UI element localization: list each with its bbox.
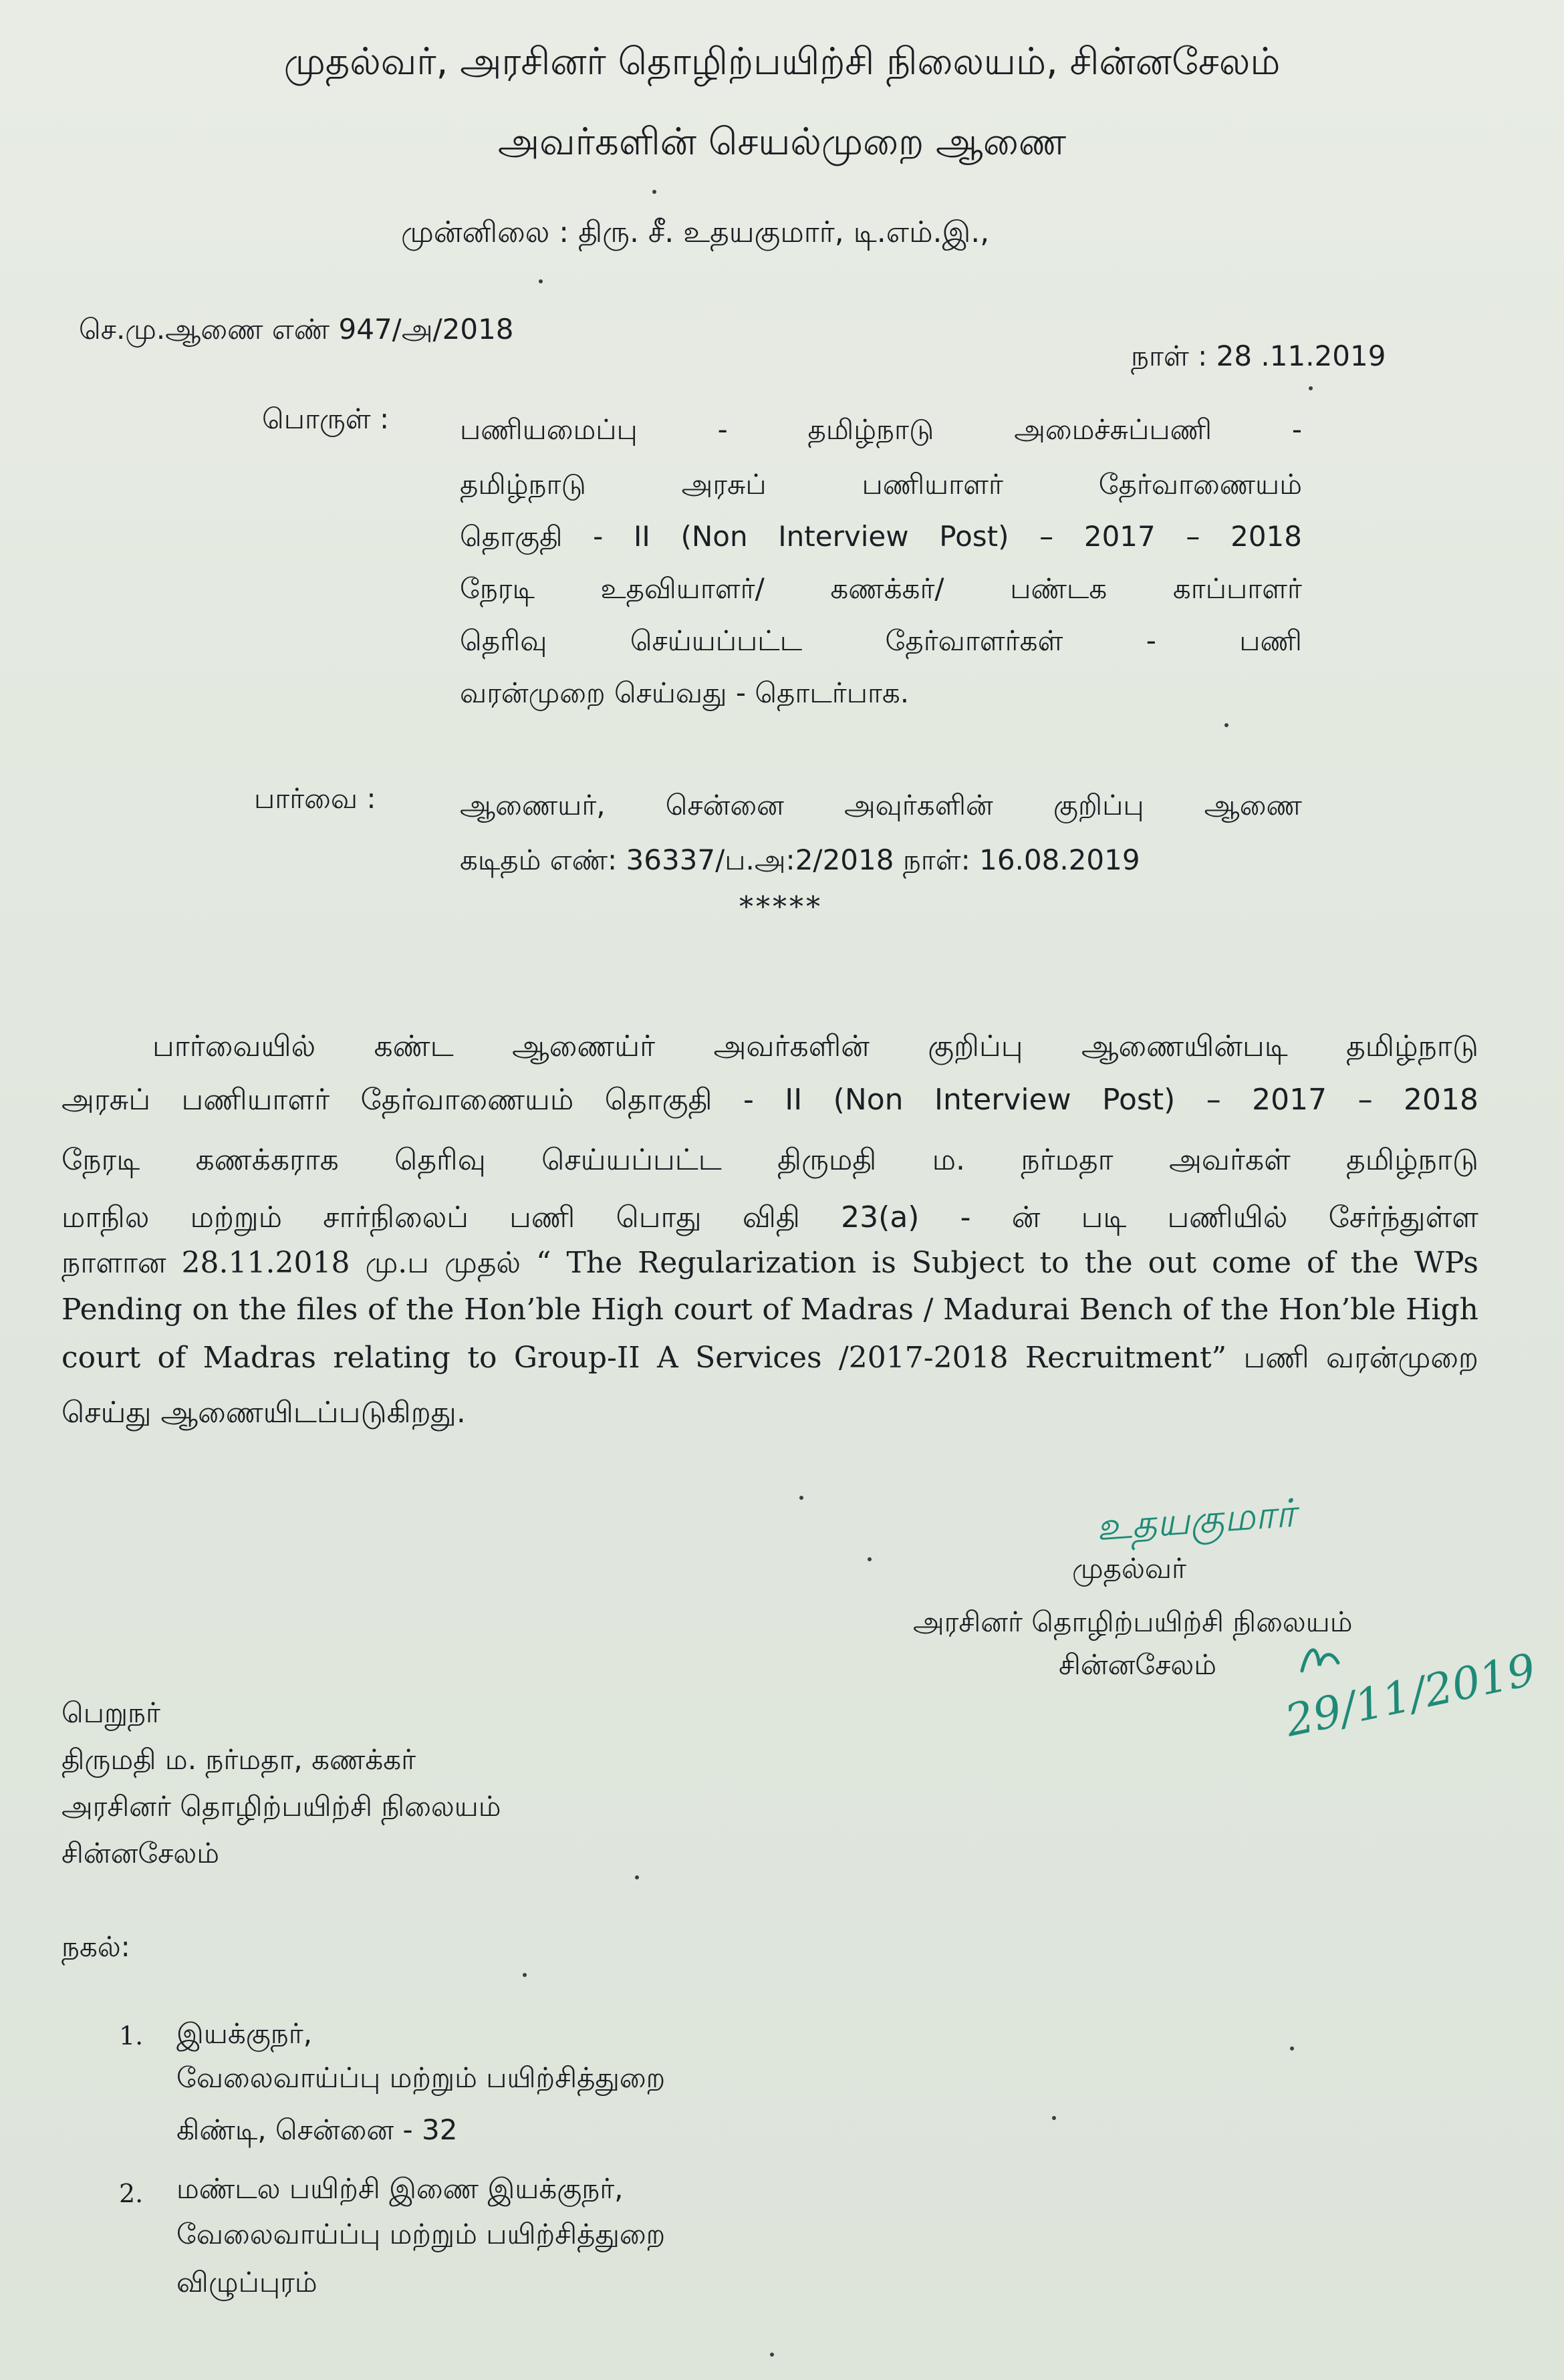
- paper-speck: [652, 190, 656, 194]
- reference-line: கடிதம் எண்: 36337/ப.அ:2/2018 நாள்: 16.08.2019: [460, 843, 1140, 876]
- order-date: நாள் : 28 .11.2019: [1131, 340, 1386, 372]
- copy-item-line: இயக்குநர்,: [176, 2017, 313, 2050]
- subject-line: பணியமைப்பு - தமிழ்நாடு அமைச்சுப்பணி -: [460, 413, 1302, 446]
- copy-item-line: வேலைவாய்ப்பு மற்றும் பயிற்சித்துறை: [176, 2218, 666, 2250]
- paper-speck: [1290, 2046, 1294, 2051]
- reference-label: பார்வை :: [254, 782, 376, 815]
- paper-speck: [635, 1875, 639, 1879]
- copy-item-line: வேலைவாய்ப்பு மற்றும் பயிற்சித்துறை: [176, 2061, 666, 2094]
- paper-speck: [770, 2353, 774, 2357]
- paper-speck: [539, 279, 543, 283]
- copy-item-line: விழுப்புரம்: [176, 2266, 317, 2298]
- subject-last-line: வரன்முறை செய்வது - தொடர்பாக.: [460, 676, 910, 709]
- copy-label: நகல்:: [61, 1930, 130, 1963]
- paper-speck: [799, 1496, 803, 1500]
- recipient-name: திருமதி ம. நர்மதா, கணக்கர்: [61, 1743, 416, 1776]
- paper-speck: [868, 1557, 872, 1561]
- copy-item-line: கிண்டி, சென்னை - 32: [176, 2113, 458, 2146]
- copy-item-number: 2.: [119, 2179, 144, 2208]
- reference-line: ஆணையர், சென்னை அவுர்களின் குறிப்பு ஆணை: [460, 789, 1302, 821]
- recipient-place: சின்னசேலம்: [61, 1837, 220, 1869]
- copy-item-number: 1.: [119, 2021, 144, 2051]
- body-line: court of Madras relating to Group-II A Services /2017-2018 Recruitment” பணி வரன்முறை: [61, 1341, 1478, 1375]
- subject-line: தெரிவு செய்யப்பட்ட தேர்வாளர்கள் - பணி: [460, 624, 1302, 657]
- handwritten-signature: உதயகுமார்: [1094, 1490, 1297, 1550]
- paper-speck: [1309, 386, 1313, 390]
- subject-line: தொகுதி - II (Non Interview Post) – 2017 – 2018: [460, 520, 1302, 553]
- paper-speck: [1224, 723, 1228, 727]
- subject-line: நேரடி உதவியாளர்/ கணக்கர்/ பண்டக காப்பாளர்: [460, 572, 1302, 605]
- order-number: செ.மு.ஆணை எண் 947/அ/2018: [79, 313, 514, 346]
- subject-line: தமிழ்நாடு அரசுப் பணியாளர் தேர்வாணையம்: [460, 468, 1302, 501]
- body-last-line: செய்து ஆணையிடப்படுகிறது.: [61, 1396, 466, 1430]
- recipient-label: பெறுநர்: [61, 1696, 160, 1729]
- subject-label: பொருள் :: [262, 402, 390, 435]
- header-office-title: முதல்வர், அரசினர் தொழிற்பயிற்சி நிலையம், சின்னசேலம்: [283, 40, 1281, 84]
- handwritten-initial-mark: [1297, 1639, 1350, 1679]
- body-line: மாநில மற்றும் சார்நிலைப் பணி பொது விதி 23(a) - ன் படி பணியில் சேர்ந்துள்ள: [61, 1200, 1478, 1234]
- separator-stars: *****: [739, 890, 823, 923]
- body-line: Pending on the files of the Hon’ble High court of Madras / Madurai Bench of the Hon’ble High: [61, 1293, 1478, 1327]
- paper-speck: [1052, 2116, 1056, 2120]
- body-line: அரசுப் பணியாளர் தேர்வாணையம் தொகுதி - II (Non Interview Post) – 2017 – 2018: [61, 1083, 1478, 1117]
- copy-item-line: மண்டல பயிற்சி இணை இயக்குநர்,: [176, 2172, 624, 2205]
- presence-line: முன்னிலை : திரு. சீ. உதயகுமார், டி.எம்.இ.,: [401, 215, 990, 249]
- signature-office: அரசினர் தொழிற்பயிற்சி நிலையம்: [913, 1605, 1353, 1638]
- paper-speck: [523, 1973, 527, 1977]
- header-order-title: அவர்களின் செயல்முறை ஆணை: [497, 120, 1067, 164]
- signature-place: சின்னசேலம்: [1059, 1648, 1217, 1681]
- body-line: நாளான 28.11.2018 மு.ப முதல் “ The Regularization is Subject to the out come of the WPs: [61, 1246, 1478, 1280]
- body-line: நேரடி கணக்கராக தெரிவு செய்யப்பட்ட திருமதி ம. நர்மதா அவர்கள் தமிழ்நாடு: [61, 1143, 1478, 1177]
- body-line: பார்வையில் கண்ட ஆணைய்ர் அவர்களின் குறிப்பு ஆணையின்படி தமிழ்நாடு: [152, 1029, 1478, 1063]
- handwritten-date: 29/11/2019: [1281, 1643, 1541, 1747]
- recipient-office: அரசினர் தொழிற்பயிற்சி நிலையம்: [61, 1790, 501, 1823]
- signature-title: முதல்வர்: [1072, 1552, 1186, 1585]
